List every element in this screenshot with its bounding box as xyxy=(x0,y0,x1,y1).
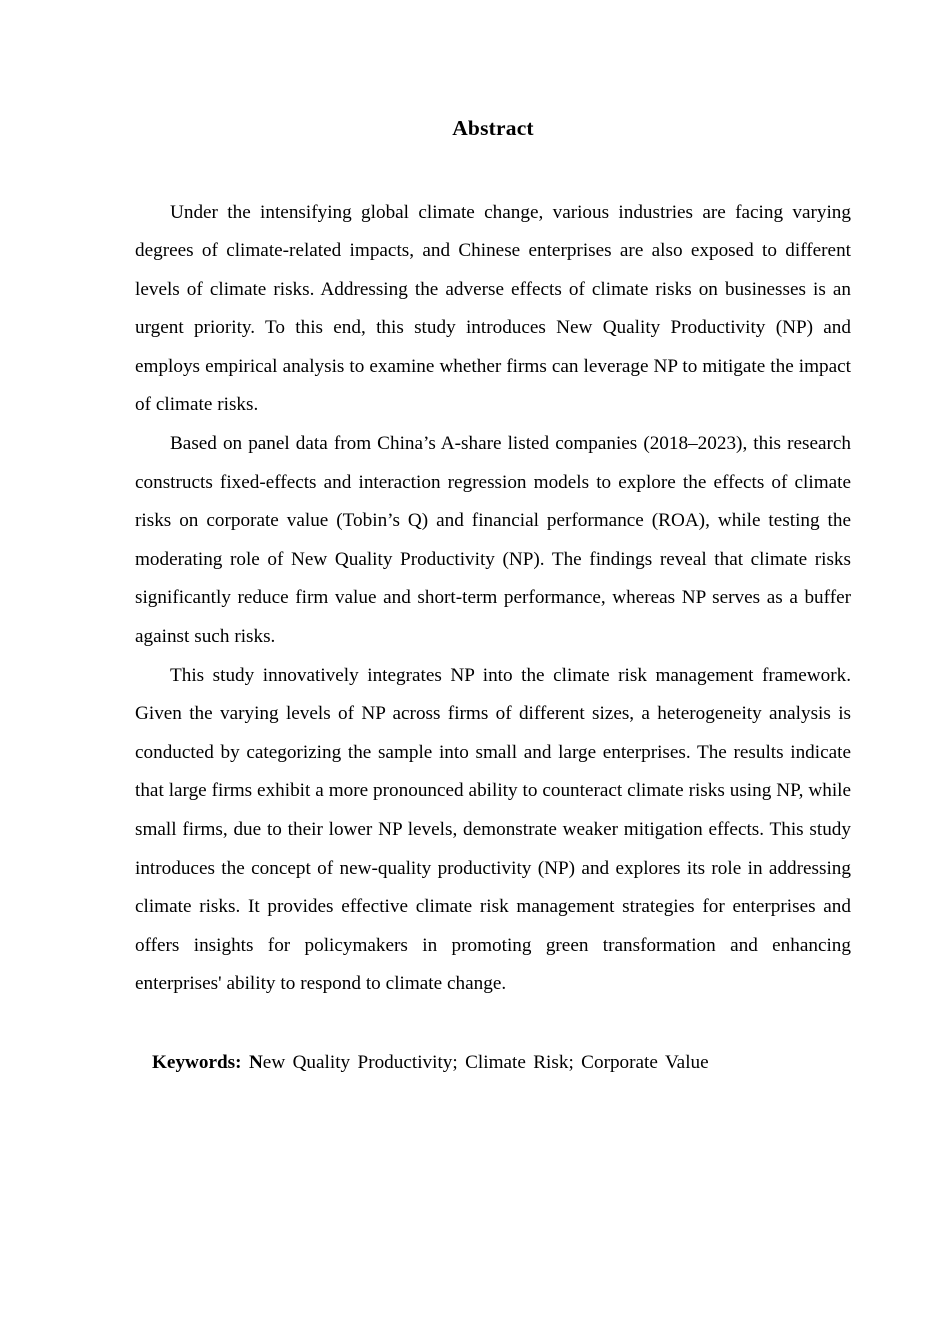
abstract-paragraph-3: This study innovatively integrates NP into the climate risk management framework. Given the varying levels of NP across firms of different sizes, a heterogeneity analysis is conducted by categorizing the sample into small and large enterprises. The results indicate that large firms exhibit a more pronounced ability to counteract climate risks using NP, while small firms, due to their lower NP levels, demonstrate weaker mitigation effects. This study introduces the concept of new-quality productivity (NP) and explores its role in addressing climate risks. It provides effective climate risk management strategies for enterprises and offers insights for policymakers in promoting green transformation and enhancing enterprises' ability to respond to climate change. xyxy=(135,664,851,995)
keywords-line xyxy=(135,1004,851,1083)
keywords-value: ew Quality Productivity; Climate Risk; Corporate Value xyxy=(262,1051,709,1073)
page-content xyxy=(135,0,851,1083)
abstract-body xyxy=(135,194,851,1083)
keywords-label: Keywords: xyxy=(152,1051,242,1073)
abstract-paragraph-1: Under the intensifying global climate change, various industries are facing varying degrees of climate-related impacts, and Chinese enterprises are also exposed to different levels of climate risks. Addressing the adverse effects of climate risks on businesses is an urgent priority. To this end, this study introduces New Quality Productivity (NP) and employs empirical analysis to examine whether firms can leverage NP to mitigate the impact of climate risks. xyxy=(135,201,851,416)
abstract-paragraph-2: Based on panel data from China’s A-share listed companies (2018–2023), this research constructs fixed-effects and interaction regression models to explore the effects of climate risks on corporate value (Tobin’s Q) and financial performance (ROA), while testing the moderating role of New Quality Productivity (NP). The findings reveal that climate risks significantly reduce firm value and short-term performance, whereas NP serves as a buffer against such risks. xyxy=(135,433,851,648)
page-title: Abstract xyxy=(452,116,534,140)
keywords-first-letter: N xyxy=(248,1051,263,1073)
